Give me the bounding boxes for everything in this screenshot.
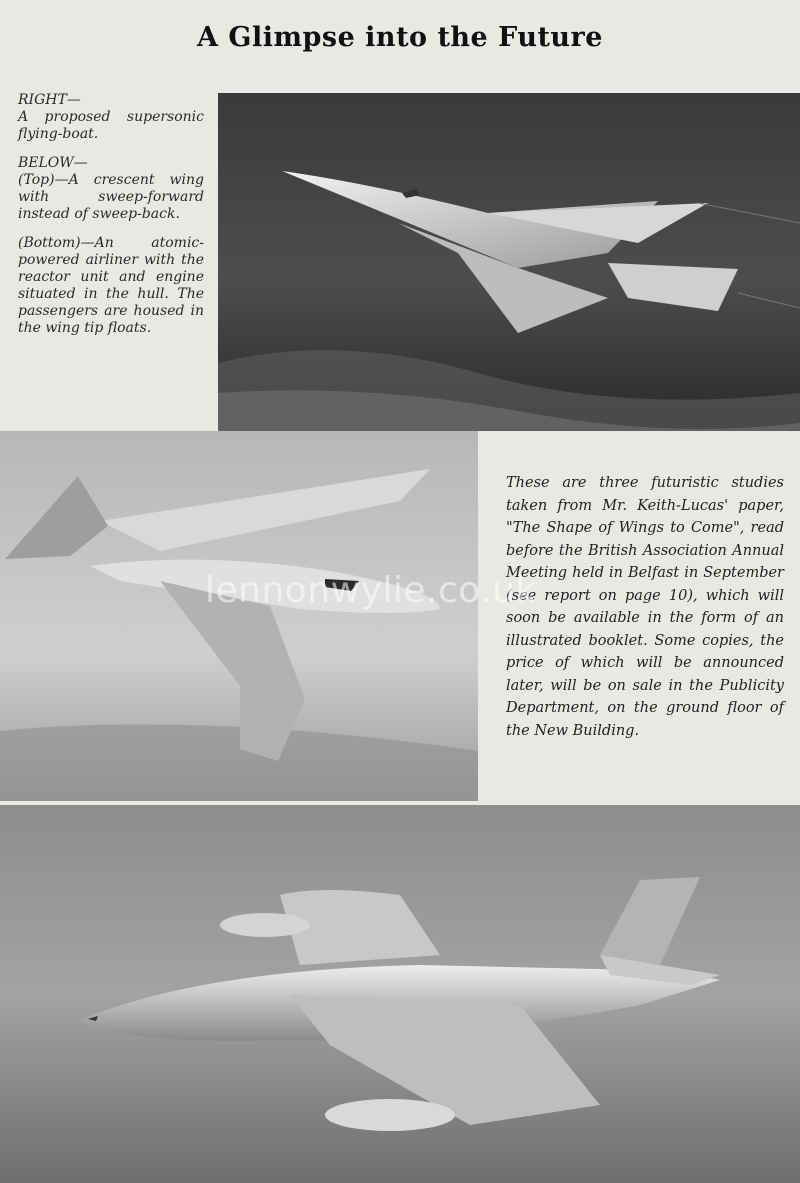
atomic-airliner-photo <box>0 805 800 1183</box>
supersonic-flying-boat-photo <box>218 93 800 431</box>
caption-bottom-text: (Bottom)—An atomic-powered airliner with the reactor unit and engine situated in the hull. The passengers are housed in the wing tip floats. <box>18 235 204 336</box>
caption-below-heading: BELOW— <box>18 155 88 171</box>
article-body: These are three futuristic studies taken from Mr. Keith-Lucas' paper, "The Shape of Wings to Come", read before the British Association Annual Meeting held in Belfast in September (see report on page 10), which will soon be available in the form of an illustrated booklet. Some copies, the price of which will be announced later, will be on sale in the Publicity Department, on the ground floor of the New Building. <box>506 475 784 739</box>
watermark: lennonwylie.co.uk <box>205 570 537 611</box>
caption-top-text: (Top)—A crescent wing with sweep-forward instead of sweep-back. <box>18 172 204 222</box>
photo-caption <box>18 92 204 349</box>
page-title: A Glimpse into the Future <box>197 22 603 53</box>
caption-right-heading: RIGHT— <box>18 92 81 108</box>
caption-right-text: A proposed supersonic flying-boat. <box>18 109 204 142</box>
crescent-wing-photo <box>0 431 478 801</box>
